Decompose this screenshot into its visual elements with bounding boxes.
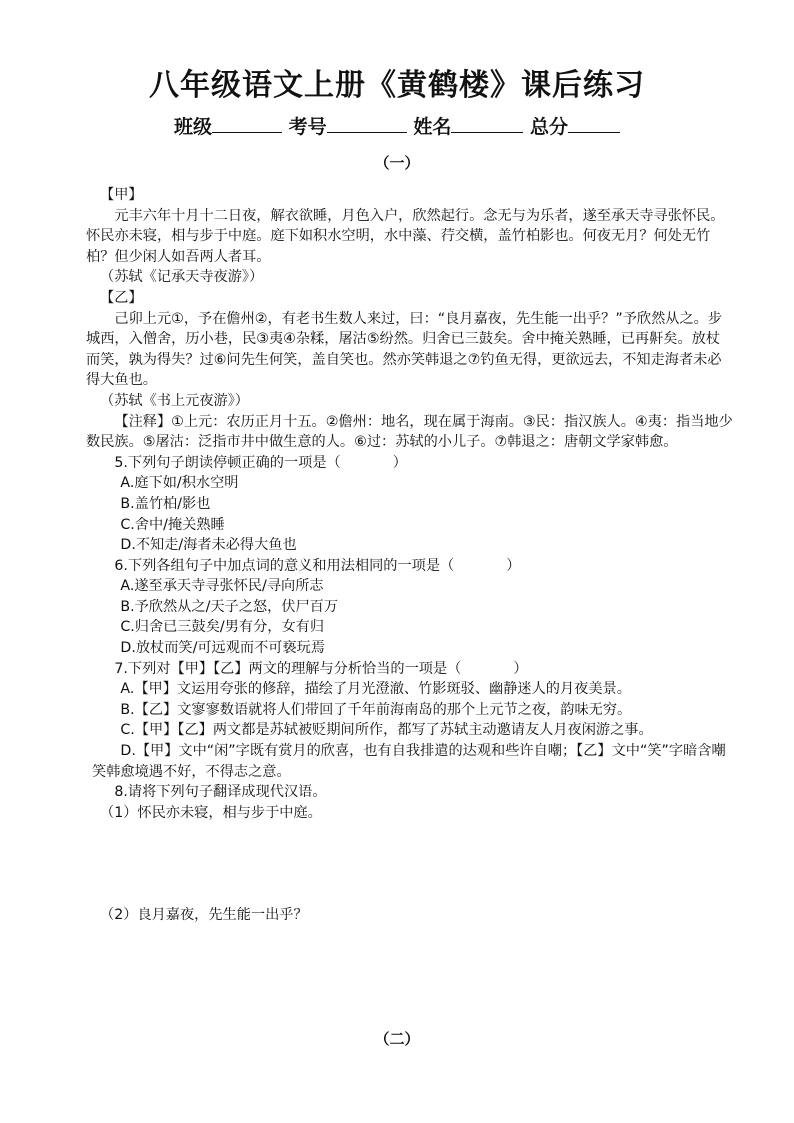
q6-option: D.放杖而笑/可远观而不可亵玩焉	[120, 640, 326, 657]
q6-option: C.归舍已三鼓矣/男有分，女有归	[120, 619, 325, 636]
q5-option: D.不知走/海者未必得大鱼也	[120, 537, 297, 554]
question-7-close: ）	[513, 660, 528, 677]
score-label: 总分	[529, 116, 568, 138]
annotations: 【注释】①上元：农历正月十五。②儋州：地名，现在属于海南。③民：指汉族人。④夷：指当地少数民族。⑤屠沽：泛指市井中做生意的人。⑥过：苏轼的小儿子。⑦韩退之：唐朝文学家韩愈。	[86, 413, 733, 451]
question-6-stem: 6.下列各组句子中加点词的意义和用法相同的一项是（	[114, 557, 455, 574]
exam-no-blank[interactable]	[327, 116, 407, 133]
class-blank[interactable]	[212, 116, 282, 133]
name-blank[interactable]	[451, 116, 523, 133]
answer-space[interactable]	[86, 823, 734, 905]
passage-jia-source: （苏轼《记承天寺夜游》）	[100, 269, 264, 286]
passage-yi-source: （苏轼《书上元夜游》）	[100, 392, 249, 409]
q6-option: B.予欣然从之/天子之怒，伏尸百万	[120, 598, 339, 615]
student-info-line	[0, 112, 794, 139]
question-6	[86, 556, 734, 577]
exam-no-label: 考号	[288, 116, 327, 138]
question-5	[86, 453, 734, 474]
passage-jia-text: 元丰六年十月十二日夜，解衣欲睡，月色入户，欣然起行。念无与为乐者，遂至承天寺寻张怀民。怀民亦未寝，相与步于中庭。庭下如积水空明，水中藻、荇交横，盖竹柏影也。何夜无月？何处无竹柏？但少闲人如吾两人者耳。	[86, 207, 725, 265]
q7-option: A.【甲】文运用夸张的修辞，描绘了月光澄澈、竹影斑驳、幽静迷人的月夜美景。	[120, 681, 631, 698]
q7-option: C.【甲】【乙】两文都是苏轼被贬期间所作，都写了苏轼主动邀请友人月夜闲游之事。	[120, 722, 653, 739]
score-blank[interactable]	[568, 116, 620, 133]
passage-jia-tag: 【甲】	[100, 187, 143, 203]
section-heading-2: （二）	[374, 1030, 420, 1048]
name-label: 姓名	[413, 116, 452, 138]
question-8-stem: 8.请将下列句子翻译成现代汉语。	[114, 784, 327, 801]
translation-item: （1）怀民亦未寝，相与步于中庭。	[100, 804, 322, 821]
q6-option: A.遂至承天寺寻张怀民/寻向所志	[120, 578, 324, 595]
q7-option: D.【甲】文中“闲”字既有赏月的欣喜，也有自我排遣的达观和些许自嘲；【乙】文中“笑”字暗含嘲笑韩愈境遇不好，不得志之意。	[92, 743, 726, 780]
q5-option: A.庭下如/积水空明	[120, 475, 239, 492]
question-7	[86, 659, 734, 680]
class-label: 班级	[174, 116, 213, 138]
q5-option: C.舍中/掩关熟睡	[120, 516, 225, 533]
passage-yi-text: 己卯上元①，予在儋州②，有老书生数人来过，曰：“良月嘉夜，先生能一出乎？”予欣然从之。步城西，入僧舍，历小巷，民③夷④杂糅，屠沽⑤纷然。归舍已三鼓矣。舍中掩关熟睡，已再鼾矣。放杖而笑，孰为得失？过⑥问先生何笑，盖自笑也。然亦笑韩退之⑦钓鱼无得，更欲远去，不知走海者未必得大鱼也。	[86, 310, 723, 389]
question-7-stem: 7.下列对【甲】【乙】两文的理解与分析恰当的一项是（	[114, 660, 462, 677]
passage-yi-tag: 【乙】	[100, 289, 143, 306]
q5-option: B.盖竹柏/影也	[120, 495, 211, 512]
question-5-close: ）	[392, 454, 407, 471]
section-heading-1: （一）	[374, 154, 420, 172]
question-5-stem: 5.下列句子朗读停顿正确的一项是（	[114, 454, 341, 471]
reading-content	[86, 185, 734, 926]
q7-option: B.【乙】文寥寥数语就将人们带回了千年前海南岛的那个上元节之夜，韵味无穷。	[120, 701, 632, 718]
question-6-close: ）	[506, 557, 521, 574]
translation-item: （2）良月嘉夜，先生能一出乎？	[100, 907, 308, 924]
page-title: 八年级语文上册《黄鹤楼》课后练习	[149, 68, 645, 103]
